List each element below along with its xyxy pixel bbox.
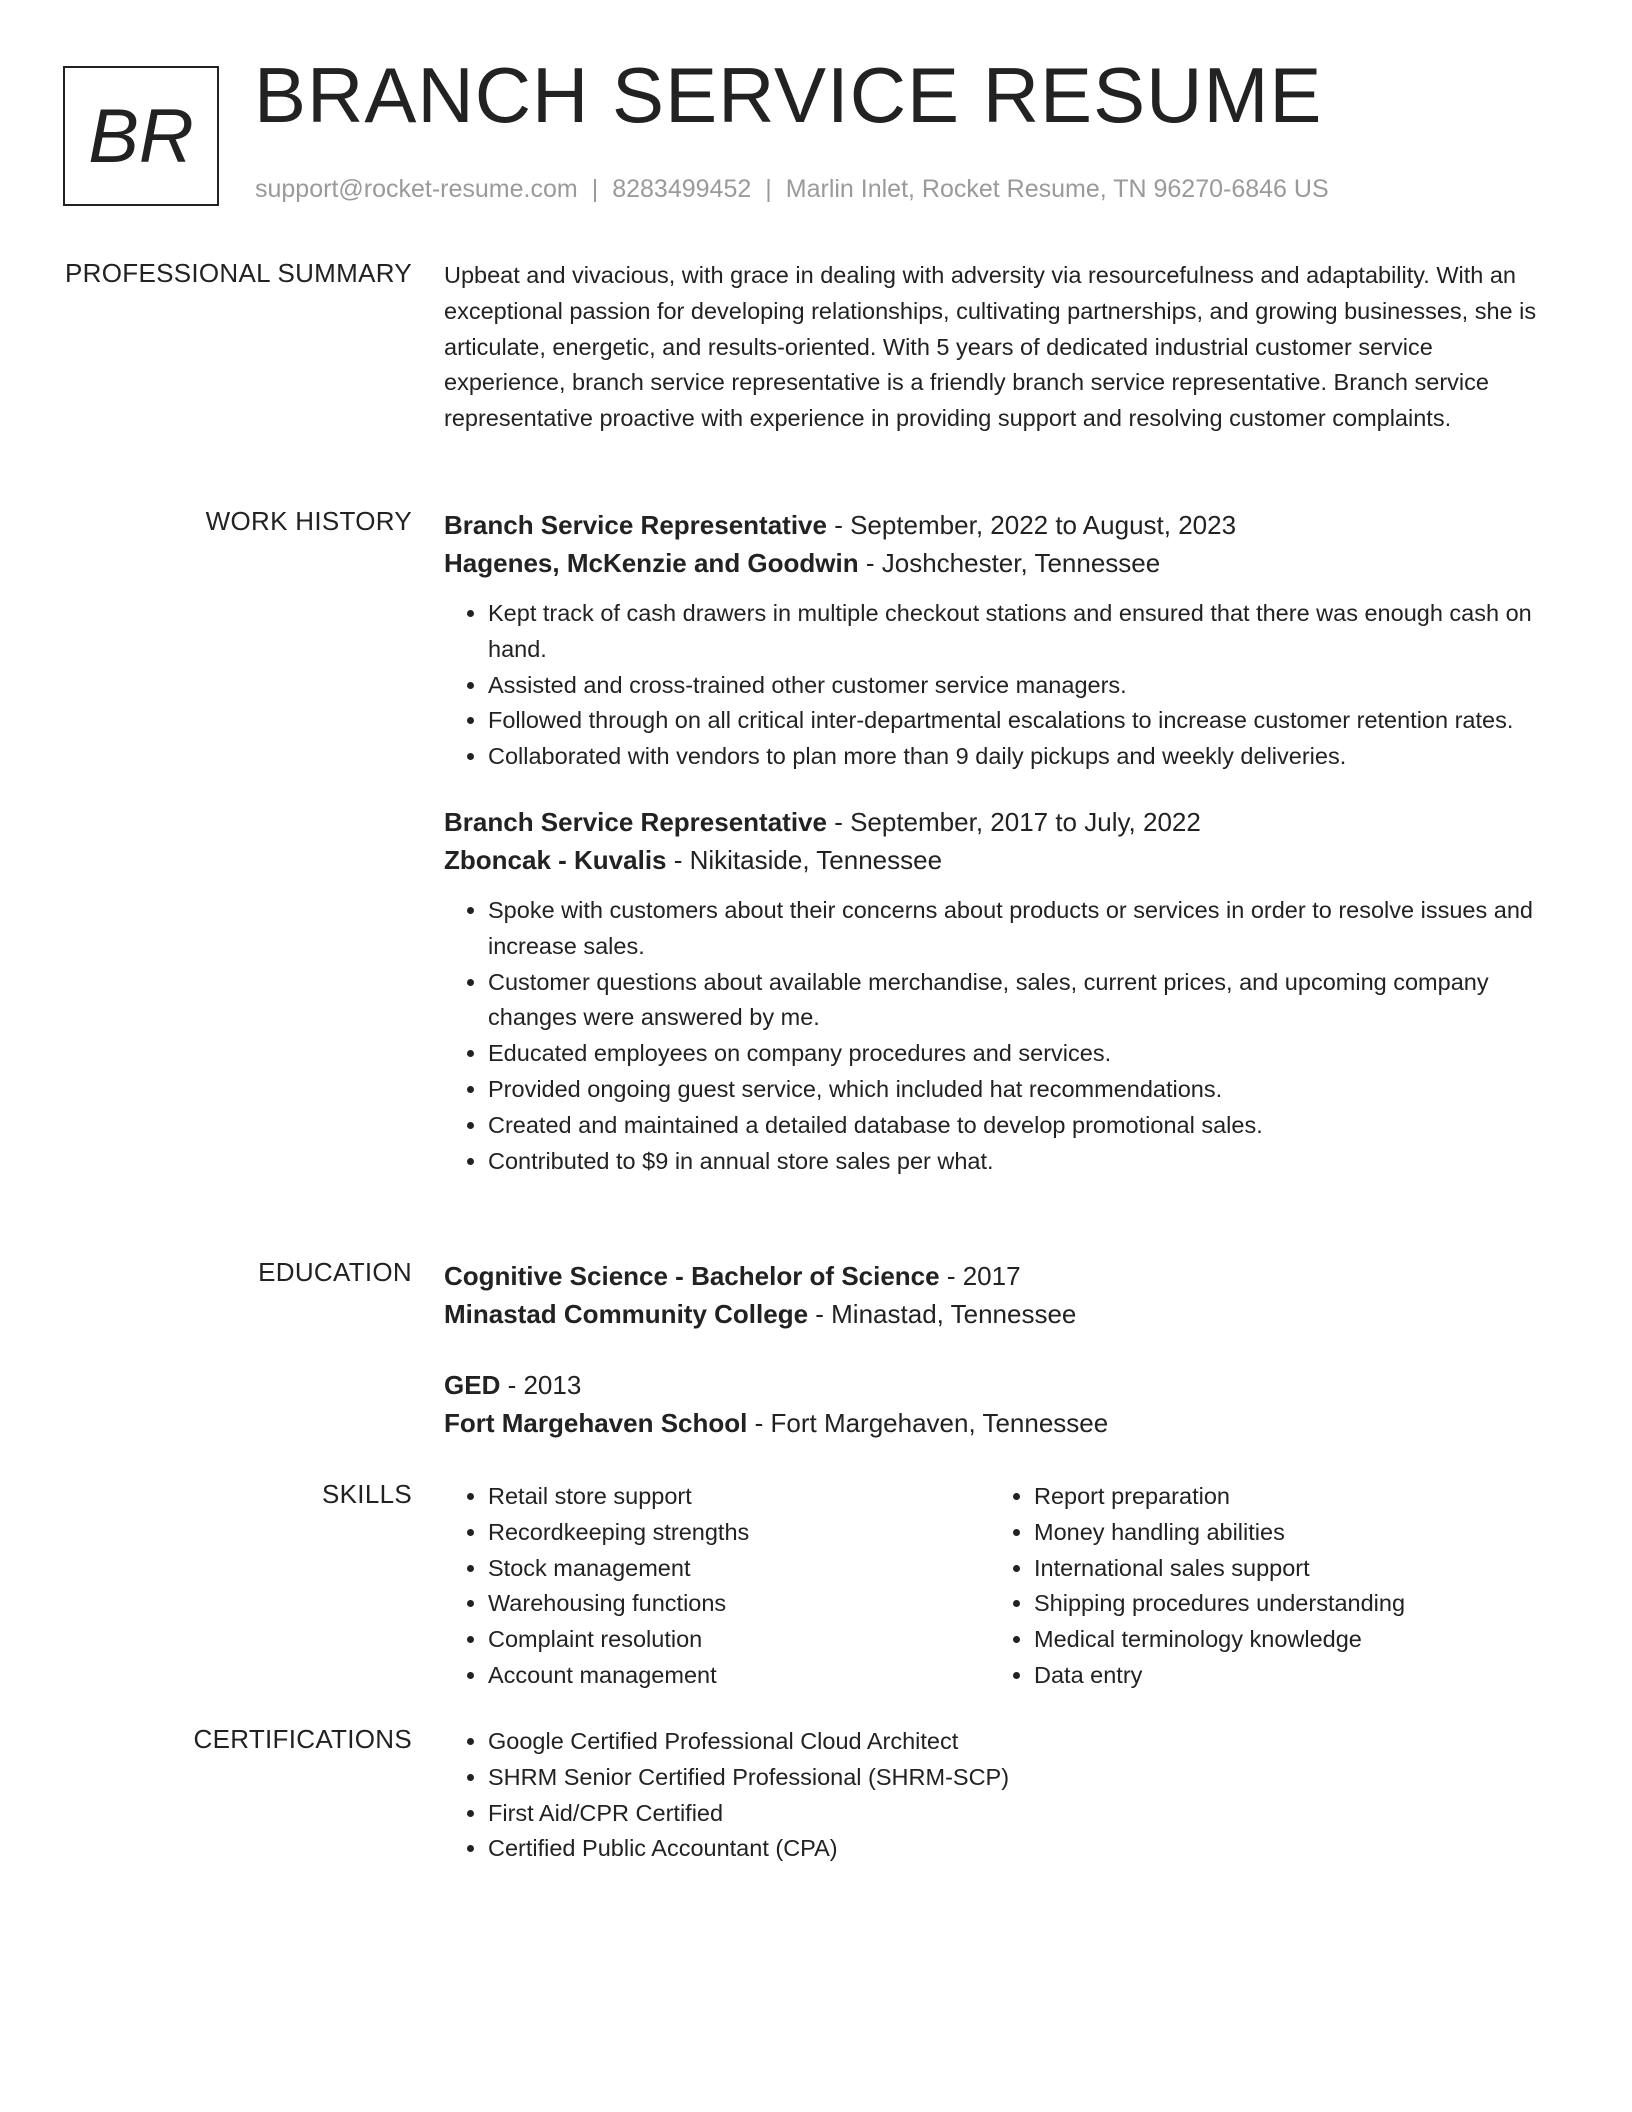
work-history-heading: WORK HISTORY [205, 506, 412, 536]
education-location: - Fort Margehaven, Tennessee [747, 1408, 1109, 1438]
job-title: Branch Service Representative [444, 806, 827, 837]
job-location: - Nikitaside, Tennessee [666, 844, 943, 875]
education-entry [444, 1257, 1556, 1333]
contact-line [255, 175, 1329, 204]
job-bullet: • Educated employees on company procedures and services. [488, 1036, 1556, 1072]
education-year: - 2017 [939, 1261, 1021, 1291]
skills-list-right [990, 1479, 1536, 1694]
certifications-heading: CERTIFICATIONS [193, 1724, 412, 1754]
contact-phone: 8283499452 [612, 175, 752, 203]
summary-heading: PROFESSIONAL SUMMARY [65, 258, 412, 288]
education-degree: Cognitive Science - Bachelor of Science [444, 1261, 940, 1291]
skill-item: • Retail store support [488, 1479, 990, 1515]
summary-body [444, 258, 1556, 437]
job-bullet: • Created and maintained a detailed database to develop promotional sales. [488, 1108, 1556, 1144]
job-company: Hagenes, McKenzie and Goodwin [444, 548, 859, 578]
job-bullets [444, 596, 1556, 775]
education-school: Fort Margehaven School [444, 1408, 748, 1438]
job-dates: - September, 2017 to July, 2022 [826, 806, 1201, 837]
job-bullets [444, 893, 1556, 1179]
education-degree-line [444, 1366, 1556, 1404]
skill-item: • Complaint resolution [488, 1622, 990, 1658]
job-bullet: • Assisted and cross-trained other customer service managers. [488, 668, 1556, 704]
summary-text: Upbeat and vivacious, with grace in dealing with adversity via resourcefulness and adaptability. With an exceptional passion for developing relationships, cultivating partnerships, and growing businesses, she is articulate, energetic, and results-oriented. With 5 years of dedicated industrial customer service experience, branch service representative is a friendly branch service representative. Branch service representative proactive with experience in providing support and resolving customer complaints. [444, 262, 1537, 432]
skill-item: • International sales support [1034, 1551, 1536, 1587]
job-bullet: • Spoke with customers about their concerns about products or services in order to resolve issues and increase sales. [488, 893, 1556, 965]
contact-separator: | [591, 175, 599, 203]
resume-title: BRANCH SERVICE RESUME [254, 51, 1323, 139]
job-company: Zboncak - Kuvalis [444, 844, 667, 875]
skill-item: • Report preparation [1034, 1479, 1536, 1515]
job-bullet: • Kept track of cash drawers in multiple checkout stations and ensured that there was enough cash on hand. [488, 596, 1556, 668]
job-company-line [444, 841, 1556, 879]
work-history-body [444, 506, 1556, 1179]
monogram-box [63, 66, 219, 206]
job-title: Branch Service Representative [444, 510, 827, 540]
job-bullet: • Customer questions about available merchandise, sales, current prices, and upcoming company changes were answered by me. [488, 965, 1556, 1037]
job-title-line [444, 803, 1556, 841]
skill-item: • Shipping procedures understanding [1034, 1586, 1536, 1622]
skills-list-left [444, 1479, 990, 1694]
job-entry [444, 506, 1556, 775]
certifications-list [444, 1724, 1556, 1867]
skill-item: • Warehousing functions [488, 1586, 990, 1622]
education-school-line [444, 1404, 1556, 1442]
contact-separator: | [765, 175, 772, 203]
certification-item: • First Aid/CPR Certified [488, 1796, 1556, 1832]
monogram-initials: BR [88, 93, 194, 179]
job-entry [444, 803, 1556, 1179]
certification-item: • SHRM Senior Certified Professional (SHRM-SCP) [488, 1760, 1556, 1796]
education-entry [444, 1366, 1556, 1442]
job-location: - Joshchester, Tennessee [858, 548, 1161, 578]
contact-email: support@rocket-resume.com [255, 175, 578, 203]
education-school-line [444, 1295, 1556, 1333]
education-degree: GED [444, 1370, 501, 1400]
education-heading: EDUCATION [258, 1257, 412, 1287]
job-bullet: • Followed through on all critical inter-departmental escalations to increase customer retention rates. [488, 703, 1556, 739]
skills-heading: SKILLS [322, 1479, 412, 1509]
job-company-line [444, 544, 1556, 582]
job-bullet: • Collaborated with vendors to plan more than 9 daily pickups and weekly deliveries. [488, 739, 1556, 775]
skill-item: • Account management [488, 1658, 990, 1694]
job-dates: - September, 2022 to August, 2023 [826, 510, 1237, 540]
skill-item: • Recordkeeping strengths [488, 1515, 990, 1551]
skill-item: • Data entry [1034, 1658, 1536, 1694]
education-body [444, 1257, 1556, 1442]
education-location: - Minastad, Tennessee [808, 1299, 1077, 1329]
education-degree-line [444, 1257, 1556, 1295]
skill-item: • Money handling abilities [1034, 1515, 1536, 1551]
job-title-line [444, 506, 1556, 544]
certification-item: • Certified Public Accountant (CPA) [488, 1831, 1556, 1867]
skill-item: • Stock management [488, 1551, 990, 1587]
education-school: Minastad Community College [444, 1299, 809, 1329]
skills-body [444, 1479, 1556, 1694]
contact-address: Marlin Inlet, Rocket Resume, TN 96270-6846 US [785, 175, 1329, 203]
certification-item: • Google Certified Professional Cloud Architect [488, 1724, 1556, 1760]
skill-item: • Medical terminology knowledge [1034, 1622, 1536, 1658]
job-bullet: • Provided ongoing guest service, which included hat recommendations. [488, 1072, 1556, 1108]
education-year: - 2013 [500, 1370, 582, 1400]
certifications-body [444, 1724, 1556, 1867]
job-bullet: • Contributed to $9 in annual store sales per what. [488, 1144, 1556, 1180]
skills-columns [444, 1479, 1556, 1694]
